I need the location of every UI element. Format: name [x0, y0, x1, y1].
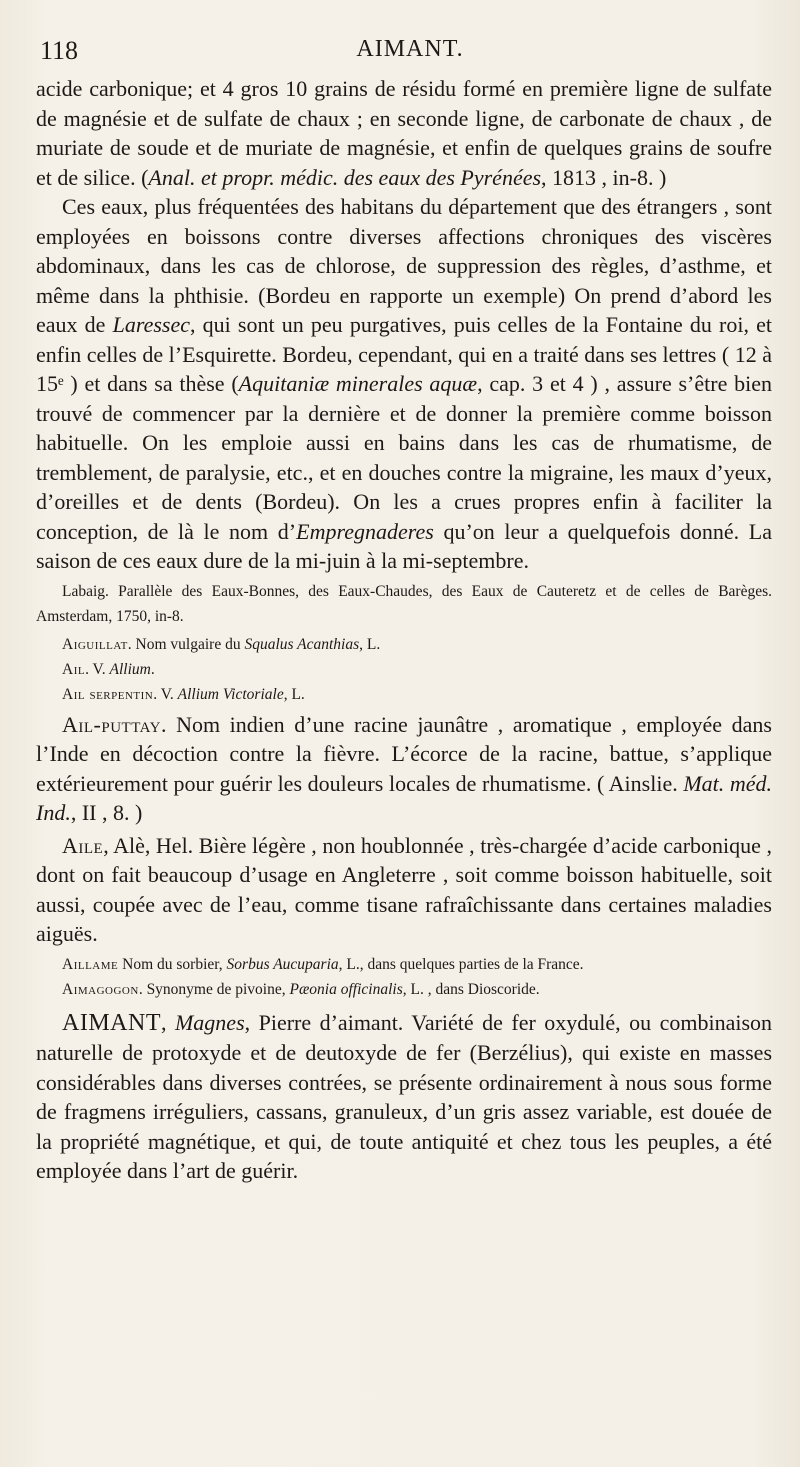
paragraph-continued [36, 74, 772, 192]
entry-headword: Aile [62, 832, 104, 858]
text-run: . V. [85, 660, 110, 678]
text-run: , qui sont un peu purgatives, puis celles de la Fontaine du roi, et enfin celles de l’Esquirette. Bordeu, cependant, qui en a traité dans ses lettres ( 12 à 15ᵉ ) et dans sa thèse ( [36, 312, 773, 396]
text-run: Ces eaux, plus fréquentées des habitans du département que des étrangers , sont employées en boissons contre diverses affections chroniques des viscères abdominaux, dans les cas de chlorose, de suppression des règles, d’asthme, et même dans la phthisie. (Bordeu en rapporte un exemple) On prend d’abord les eaux de [36, 194, 772, 337]
entry-headword-main: AIMANT [62, 1009, 161, 1036]
paragraph-usage [36, 192, 772, 576]
entry-aiguillat [36, 632, 772, 657]
text-run: , cap. 3 et 4 ) , assure s’être bien trouvé de commencer par la dernière et de donner la première comme boisson habituelle. On les emploie aussi en bains dans les cas de rhumatisme, de tremblement, de paralysie, etc., et en douches contre la migraine, les maux d’yeux, d’oreilles et de dents (Bordeu). On les a crues propres enfin à faciliter la conception, de là le nom d’ [36, 371, 773, 544]
entry-aimagogon [36, 977, 772, 1002]
text-run: , L., dans quelques parties de la France. [338, 955, 584, 973]
entry-headword: Aimagogon [62, 980, 139, 998]
text-run: , L. [283, 685, 305, 703]
species-name: Pæonia officinalis [289, 980, 403, 998]
text-run: , [161, 1009, 175, 1035]
entry-headword: Ail serpentin [62, 685, 154, 703]
place-name: Laressec [112, 312, 191, 337]
bibliography-note: Labaig. Parallèle des Eaux-Bonnes, des Eaux-Chaudes, des Eaux de Cauteretz et de celles de Barèges. Amsterdam, 1750, in-8. [36, 582, 772, 625]
page-body [36, 74, 772, 1186]
text-run: qu’on leur a quelquefois donné. La saison de ces eaux dure de la mi-juin à la mi-septembre. [36, 518, 772, 573]
text-run: acide carbonique; et 4 gros 10 grains de résidu formé en première ligne de sulfate de magnésie et de sulfate de chaux ; en seconde ligne, de carbonate de chaux , de muriate de soude et de muriate de magnésie, et enfin de quelques grains de soufre et de silice. ( [36, 76, 772, 190]
text-run: , II , 8. ) [70, 800, 143, 825]
entry-headword: Aiguillat [62, 635, 128, 653]
species-name: Sorbus Aucuparia [226, 955, 339, 973]
page-header [40, 30, 780, 70]
entry-aile [36, 831, 772, 949]
entry-ail [36, 657, 772, 682]
text-run: , L. [359, 635, 381, 653]
citation-title: Aquitaniæ minerales aquæ [238, 371, 478, 396]
entry-headword: Ail [62, 660, 86, 678]
text-run: . V. [153, 685, 178, 703]
citation-title: Anal. et propr. médic. des eaux des Pyrénées [148, 164, 542, 190]
text-run: , 1813 , in-8. ) [541, 164, 667, 190]
entry-aillame [36, 952, 772, 977]
text-run: , Pierre d’aimant. Variété de fer oxydulé, ou combinaison naturelle de protoxyde et de deutoxyde de fer (Berzélius), qui existe en masses considérables dans diverses contrées, se présente ordinairement à nous sous forme de fragmens irréguliers, cassans, granuleux, d’un gris assez variable, est douée de la propriété magnétique, et qui, de toute antiquité et chez tous les peuples, a été employée dans l’art de guérir. [36, 1009, 773, 1183]
entry-ail-puttay [36, 710, 772, 828]
page-number: 118 [40, 36, 79, 65]
text-run: , Alè, Hel. Bière légère , non houblonnée , très-chargée d’acide carbonique , dont on fait beaucoup d’usage en Angleterre , soit comme boisson habituelle, soit aussi, coupée avec de l’eau, comme tisane rafraîchissante dans certaines maladies aiguës. [36, 832, 772, 946]
text-run: . [150, 660, 155, 678]
citation-title: Mat. méd. Ind. [36, 770, 772, 825]
text-run: . Nom vulgaire du [127, 635, 245, 653]
text-run: , L. , dans Dioscoride. [402, 980, 540, 998]
text-run: Nom du sorbier, [118, 955, 227, 973]
term: Empregnaderes [296, 518, 434, 544]
latin-name: Magnes [174, 1009, 245, 1035]
species-name: Allium Victoriale [177, 685, 284, 703]
entry-headword: Ail-puttay [62, 711, 161, 737]
running-title: AIMANT. [356, 36, 464, 62]
text-run: . Nom indien d’une racine jaunâtre , aromatique , employée dans l’Inde en décoction contre la fièvre. L’écorce de la racine, battue, s’applique extérieurement pour guérir les douleurs locales de rhumatisme. ( Ainslie. [36, 711, 772, 796]
entry-aimant [36, 1008, 772, 1186]
text-run: . Synonyme de pivoine, [138, 980, 290, 998]
species-name: Allium [109, 660, 151, 678]
species-name: Squalus Acanthias [244, 635, 360, 653]
entry-headword: Aillame [62, 955, 119, 973]
entry-ail-serpentin [36, 682, 772, 707]
